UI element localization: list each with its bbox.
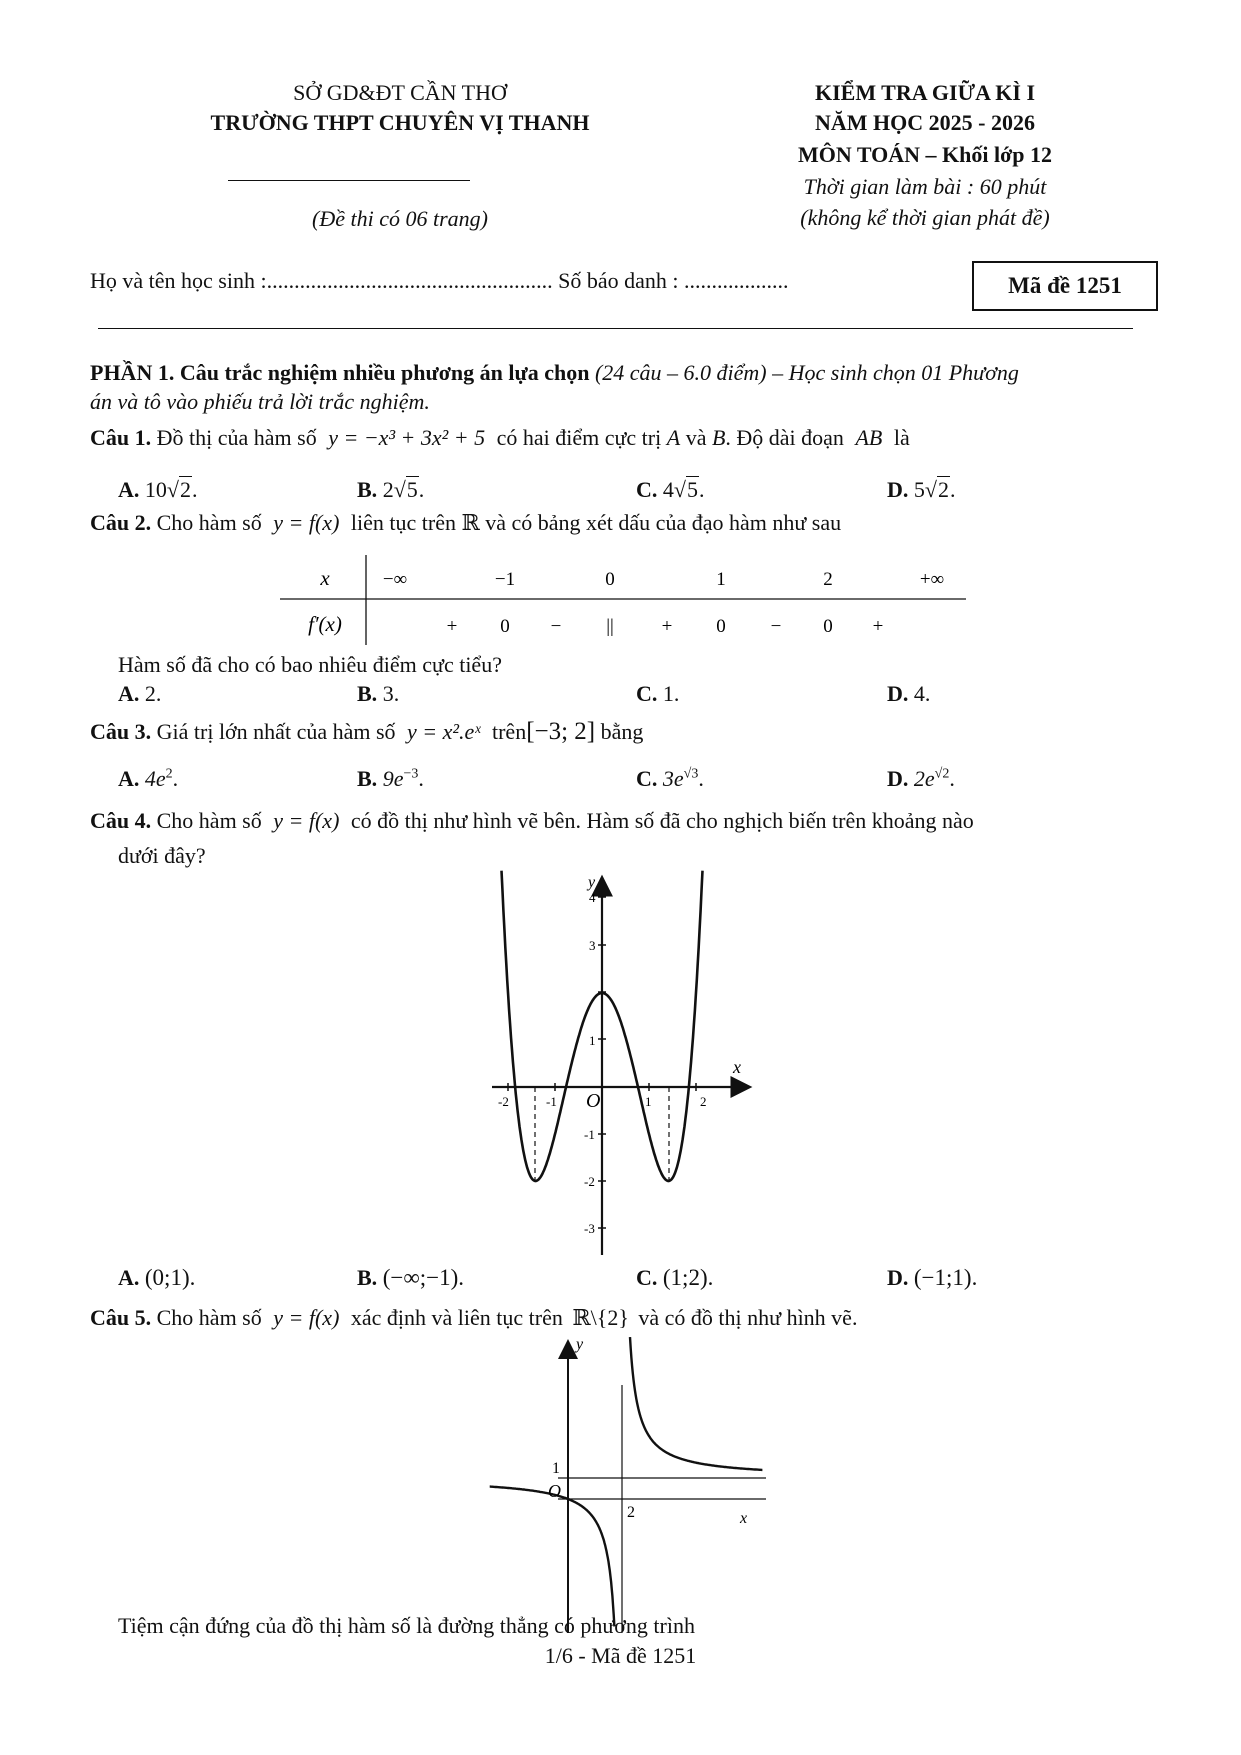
sign-table-sign: +: [446, 616, 458, 637]
option-letter: C.: [636, 681, 658, 706]
option-end: .: [418, 766, 424, 791]
option-exponent: √2: [934, 766, 950, 782]
q3-option-d[interactable]: [887, 766, 955, 792]
option-radicand: 2: [937, 477, 949, 502]
sign-table-fprime-label: f′(x): [308, 612, 342, 636]
option-letter: A.: [118, 766, 140, 791]
q4-y-tick-label: 4: [589, 890, 596, 905]
q2-label: Câu 2.: [90, 510, 152, 535]
option-exponent: √3: [683, 766, 699, 782]
question-1: [90, 425, 910, 451]
q5-question: Tiệm cận đứng của đồ thị hàm số là đường thẳng có phương trình: [118, 1613, 695, 1638]
q4-x-tick-label: 2: [700, 1094, 707, 1109]
q1-point-b: B: [711, 425, 726, 450]
option-letter: A.: [118, 1265, 140, 1290]
q4-label: Câu 4.: [90, 808, 152, 833]
question-4: [90, 808, 974, 834]
q5-text-b: xác định và liên tục trên: [350, 1305, 563, 1330]
sign-table-x-value: −∞: [382, 569, 408, 590]
option-letter: B.: [357, 477, 378, 502]
q3-text-c: bằng: [600, 719, 644, 744]
school-name: TRƯỜNG THPT CHUYÊN VỊ THANH: [210, 110, 590, 135]
q5-origin: O: [548, 1481, 561, 1501]
sign-table-sign: 0: [716, 616, 726, 637]
q4-option-b[interactable]: [357, 1265, 464, 1291]
page-footer: 1/6 - Mã đề 1251: [544, 1643, 697, 1668]
q2-text-a: Cho hàm số: [156, 510, 262, 535]
question-5: [90, 1305, 857, 1331]
option-coef: 10: [144, 477, 167, 502]
q1-text-d: là: [893, 425, 910, 450]
q3-text-b: trên: [491, 719, 527, 744]
student-info-line: Họ và tên học sinh :.................................................... Số báo danh : ...................: [90, 268, 789, 293]
option-coef: 2: [382, 477, 394, 502]
option-base: 9e: [382, 766, 404, 791]
option-text: (1;2).: [662, 1265, 714, 1290]
q5-curve-left: [490, 1487, 615, 1627]
option-radicand: 2: [179, 477, 191, 502]
q3-option-b[interactable]: [357, 766, 424, 792]
option-letter: A.: [118, 477, 140, 502]
q5-one-label: 1: [552, 1460, 560, 1477]
q4-y-tick-label: -3: [584, 1221, 595, 1236]
q3-interval: [−3; 2]: [526, 718, 596, 745]
q2-option-c[interactable]: [636, 681, 679, 707]
exam-time: Thời gian làm bài : 60 phút: [803, 174, 1047, 199]
option-letter: A.: [118, 681, 140, 706]
part1-title: PHẦN 1. Câu trắc nghiệm nhiều phương án lựa chọn: [90, 360, 590, 385]
option-radicand: 5: [686, 477, 698, 502]
q3-function: y = x².eˣ: [407, 719, 481, 744]
option-letter: D.: [887, 477, 909, 502]
option-exponent: −3: [403, 766, 419, 782]
sign-table-sign: −: [550, 616, 562, 637]
option-text: 4.: [913, 681, 931, 706]
q4-origin: O: [586, 1090, 601, 1112]
header-divider: [228, 180, 470, 181]
option-text: (−∞;−1).: [382, 1265, 464, 1290]
q5-function: y = f(x): [273, 1305, 340, 1330]
q4-option-c[interactable]: [636, 1265, 713, 1291]
q1-point-a: A: [666, 425, 681, 450]
part1-heading: [90, 360, 1019, 386]
option-text: 1.: [662, 681, 680, 706]
option-end: .: [418, 477, 425, 502]
option-radicand: 5: [406, 477, 418, 502]
sign-table-sign: +: [872, 616, 884, 637]
q4-graph: [480, 865, 760, 1265]
q5-two-label: 2: [627, 1504, 635, 1521]
q4-x-tick-label: -1: [546, 1094, 557, 1109]
option-letter: B.: [357, 681, 378, 706]
q4-y-label: y: [588, 874, 596, 891]
exam-code-box: Mã đề 1251: [972, 261, 1158, 311]
option-text: (0;1).: [144, 1265, 196, 1290]
q1-option-d[interactable]: D. 5√2.: [887, 477, 956, 502]
option-end: .: [949, 477, 956, 502]
q1-text-a: Đồ thị của hàm số: [156, 425, 317, 450]
q4-y-tick-label: -1: [584, 1127, 595, 1142]
sign-table-sign: −: [770, 616, 782, 637]
option-letter: C.: [636, 477, 658, 502]
q2-question: Hàm số đã cho có bao nhiêu điểm cực tiểu?: [118, 652, 502, 677]
q4-text-a: Cho hàm số: [156, 808, 262, 833]
sign-table-x-value: 1: [716, 569, 726, 590]
option-text: (−1;1).: [913, 1265, 978, 1290]
q4-x-label: x: [733, 1057, 741, 1077]
option-base: 3e: [662, 766, 684, 791]
question-2: [90, 510, 841, 536]
q5-y-label: y: [576, 1336, 584, 1353]
option-exponent: 2: [165, 766, 173, 782]
exam-title: KIỂM TRA GIỮA KÌ I: [814, 80, 1036, 105]
q3-text-a: Giá trị lớn nhất của hàm số: [156, 719, 396, 744]
q4-x-tick-label: 1: [645, 1094, 652, 1109]
q4-text-c: dưới đây?: [118, 843, 206, 868]
q2-option-d[interactable]: [887, 681, 930, 707]
sign-table-sign: 0: [500, 616, 510, 637]
header-rule: [98, 328, 1133, 329]
q4-function: y = f(x): [273, 808, 340, 833]
q1-text-c: . Độ dài đoạn: [725, 425, 844, 450]
sign-table-sign: +: [661, 616, 673, 637]
option-letter: C.: [636, 1265, 658, 1290]
q5-label: Câu 5.: [90, 1305, 152, 1330]
option-end: .: [698, 766, 704, 791]
option-end: .: [172, 766, 179, 791]
q2-text-b: liên tục trên ℝ và có bảng xét dấu của đạo hàm như sau: [350, 510, 842, 535]
option-letter: B.: [357, 766, 378, 791]
q1-label: Câu 1.: [90, 425, 152, 450]
q1-option-b[interactable]: B. 2√5.: [357, 477, 425, 502]
school-year: NĂM HỌC 2025 - 2026: [815, 110, 1035, 135]
sign-table-x-value: 2: [823, 569, 833, 590]
q1-segment: AB: [855, 425, 883, 450]
option-end: .: [949, 766, 955, 791]
q1-option-a[interactable]: A. 10√2.: [118, 477, 198, 502]
q1-and: và: [685, 425, 707, 450]
q3-option-a[interactable]: [118, 766, 178, 792]
q5-x-label: x: [740, 1510, 748, 1527]
option-letter: B.: [357, 1265, 378, 1290]
sign-table-x-label: x: [320, 566, 330, 590]
time-note: (không kể thời gian phát đề): [800, 205, 1050, 230]
option-letter: C.: [636, 766, 658, 791]
q4-y-tick-label: 1: [589, 1033, 596, 1048]
sign-table-x-value: 0: [605, 569, 615, 590]
sign-table-sign: 0: [823, 616, 833, 637]
dept-name: SỞ GD&ĐT CẦN THƠ: [293, 80, 507, 105]
q4-y-tick-label: 3: [589, 938, 596, 953]
option-letter: D.: [887, 766, 909, 791]
q4-x-tick-label: -2: [498, 1094, 509, 1109]
option-end: .: [191, 477, 198, 502]
option-text: 2.: [144, 681, 162, 706]
part1-note2: án và tô vào phiếu trả lời trắc nghiệm.: [90, 389, 430, 414]
sign-table-x-value: −1: [494, 569, 516, 590]
q4-text-b: có đồ thị như hình vẽ bên. Hàm số đã cho nghịch biến trên khoảng nào: [350, 808, 974, 833]
subject: MÔN TOÁN – Khối lớp 12: [797, 142, 1053, 167]
q1-text-b: có hai điểm cực trị: [496, 425, 662, 450]
option-base: 2e: [913, 766, 935, 791]
q1-function: y = −x³ + 3x² + 5: [328, 425, 486, 450]
sign-table-sign: ||: [606, 616, 614, 637]
q5-graph: [470, 1335, 770, 1635]
q5-text-c: và có đồ thị như hình vẽ.: [638, 1305, 858, 1330]
q3-option-c[interactable]: [636, 766, 704, 792]
q5-curve-right: [630, 1337, 762, 1470]
q5-text-a: Cho hàm số: [156, 1305, 262, 1330]
option-coef: 5: [913, 477, 925, 502]
pages-note: (Đề thi có 06 trang): [312, 206, 488, 231]
question-3: [90, 718, 643, 746]
option-coef: 4: [662, 477, 674, 502]
q2-option-b[interactable]: [357, 681, 399, 707]
q4-option-d[interactable]: [887, 1265, 977, 1291]
option-text: 3.: [382, 681, 400, 706]
q1-option-c[interactable]: C. 4√5.: [636, 477, 705, 502]
option-letter: D.: [887, 1265, 909, 1290]
sign-table: [280, 555, 970, 645]
part1-note: (24 câu – 6.0 điểm) – Học sinh chọn 01 Phương: [594, 360, 1019, 385]
option-letter: D.: [887, 681, 909, 706]
option-base: 4e: [144, 766, 166, 791]
q4-y-tick-label: -2: [584, 1174, 595, 1189]
q2-option-a[interactable]: [118, 681, 161, 707]
q5-domain: ℝ\{2}: [572, 1305, 629, 1330]
q3-label: Câu 3.: [90, 719, 152, 744]
q4-option-a[interactable]: [118, 1265, 195, 1291]
q2-function: y = f(x): [273, 510, 340, 535]
sign-table-x-value: +∞: [919, 569, 945, 590]
option-end: .: [698, 477, 705, 502]
